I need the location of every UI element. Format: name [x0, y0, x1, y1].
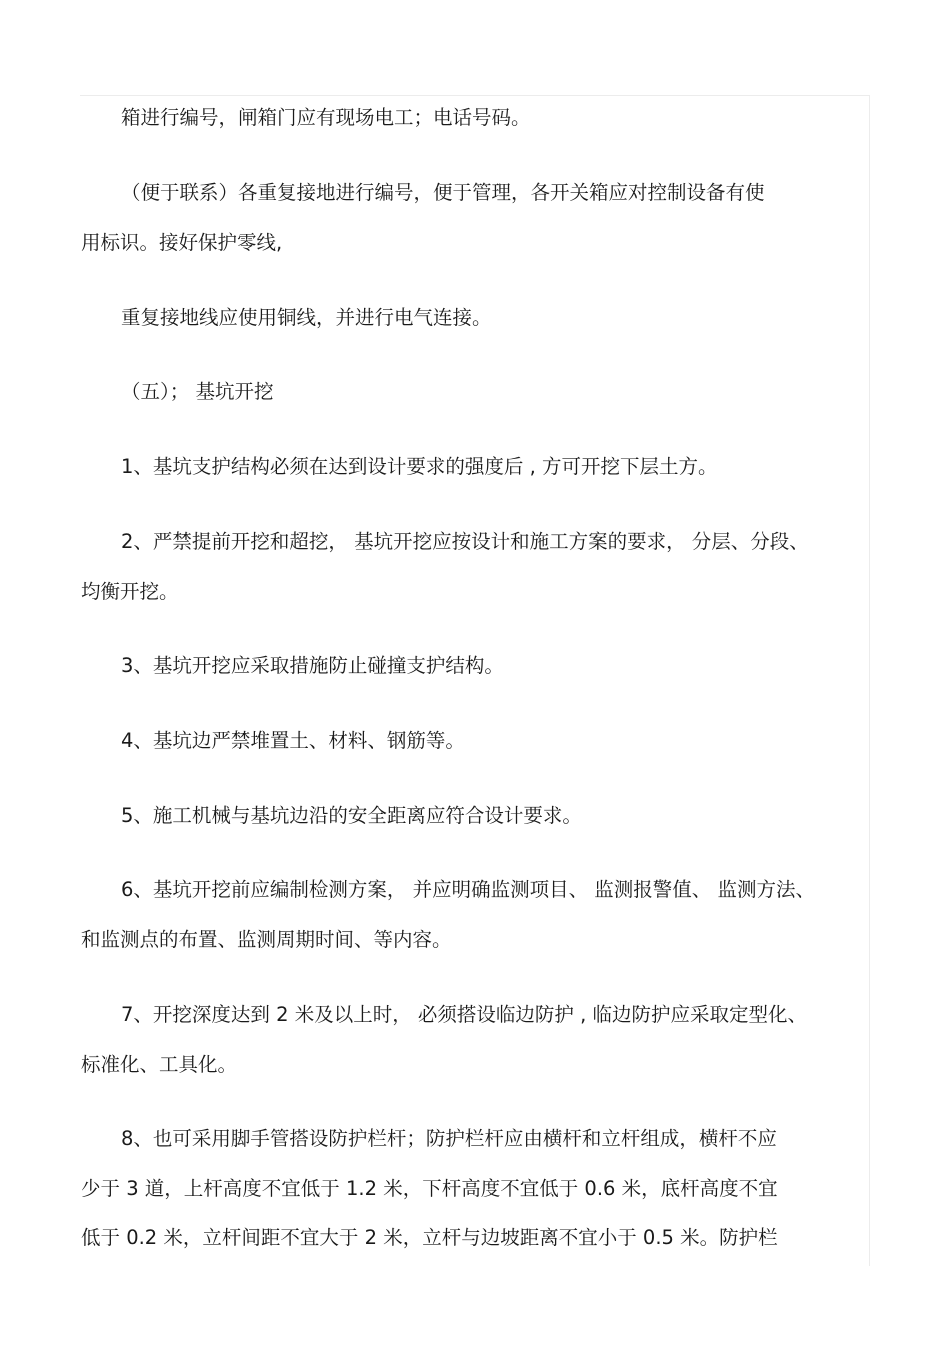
text-line: （便于联系）各重复接地进行编号，便于管理，各开关箱应对控制设备有使 — [121, 181, 765, 204]
text-line: 5、施工机械与基坑边沿的安全距离应符合设计要求。 — [121, 804, 582, 827]
text-line: 8、也可采用脚手管搭设防护栏杆；防护栏杆应由横杆和立杆组成，横杆不应 — [121, 1127, 777, 1150]
text-line: 重复接地线应使用铜线，并进行电气连接。 — [121, 306, 492, 329]
text-line: 6、基坑开挖前应编制检测方案， 并应明确监测项目、 监测报警值、 监测方法、 — [121, 878, 816, 901]
text-line: 和监测点的布置、监测周期时间、等内容。 — [81, 928, 452, 951]
text-line: 低于 0.2 米，立杆间距不宜大于 2 米，立杆与边坡距离不宜小于 0.5 米。防护栏 — [81, 1226, 778, 1249]
text-line: 1、基坑支护结构必须在达到设计要求的强度后 , 方可开挖下层土方。 — [121, 455, 718, 478]
text-line: 7、开挖深度达到 2 米及以上时， 必须搭设临边防护 , 临边防护应采取定型化、 — [121, 1003, 808, 1026]
text-line: 标准化、工具化。 — [81, 1053, 238, 1076]
text-line: 3、基坑开挖应采取措施防止碰撞支护结构。 — [121, 654, 504, 677]
page-frame — [80, 95, 870, 1266]
text-line: 箱进行编号，闸箱门应有现场电工；电话号码。 — [121, 106, 531, 129]
text-line: 少于 3 道，上杆高度不宜低于 1.2 米，下杆高度不宜低于 0.6 米，底杆高度不宜 — [81, 1177, 778, 1200]
text-line: 4、基坑边严禁堆置土、材料、钢筋等。 — [121, 729, 465, 752]
text-line: 2、严禁提前开挖和超挖， 基坑开挖应按设计和施工方案的要求， 分层、分段、 — [121, 530, 809, 553]
section-heading: （五）； 基坑开挖 — [121, 380, 274, 403]
text-line: 用标识。接好保护零线, — [81, 231, 283, 254]
text-line: 均衡开挖。 — [81, 580, 179, 603]
